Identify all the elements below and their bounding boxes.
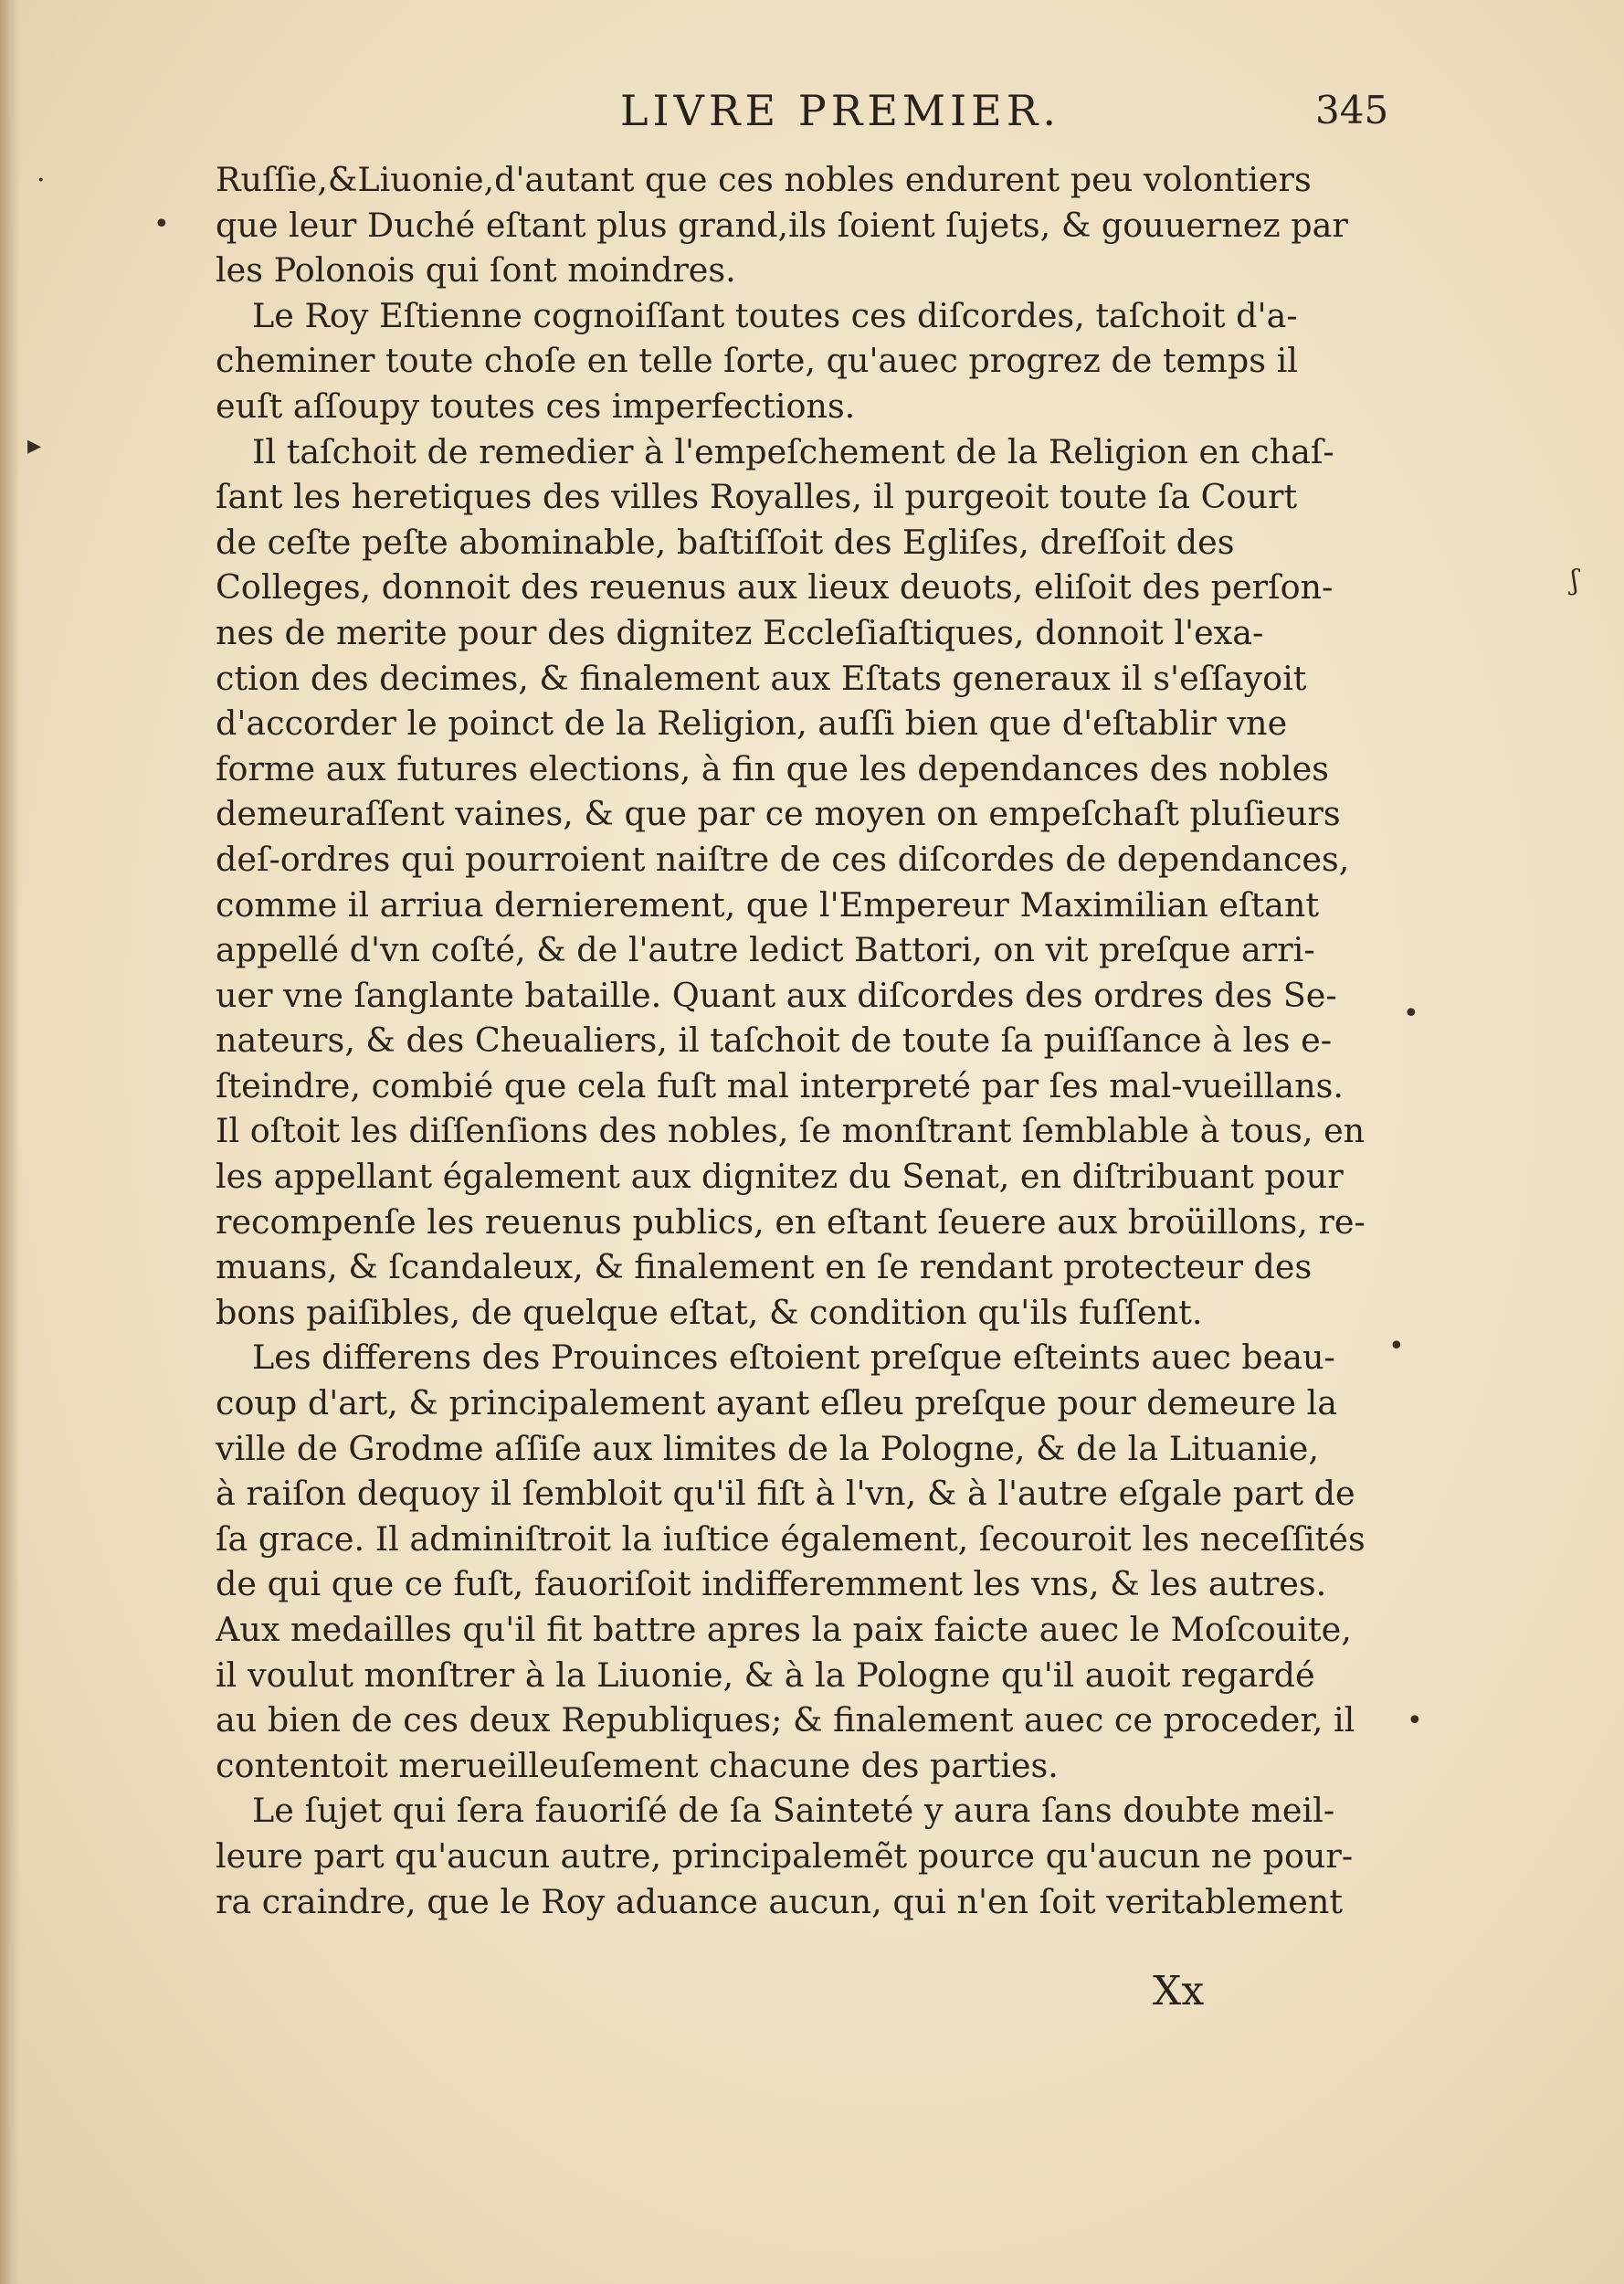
text-line: nateurs, & des Cheualiers, il taſchoit de toute ſa puiſſance à les e- (216, 1020, 1333, 1061)
text-line: que leur Duché eſtant plus grand,ils ſoient ſujets, & gouuernez par (216, 205, 1348, 245)
text-line: contentoit merueilleuſement chacune des parties. (216, 1745, 1059, 1785)
text-line: coup d'art, & principalement ayant eſleu preſque pour demeure la (216, 1383, 1338, 1423)
text-line: bons paiſibles, de quelque eſtat, & condition qu'ils fuſſent. (216, 1292, 1203, 1332)
text-line: Les differens des Prouinces eſtoient preſque eſteints auec beau- (252, 1338, 1335, 1378)
margin-mark: • (1407, 1705, 1423, 1737)
text-line: ſant les heretiques des villes Royalles, il purgeoit toute ſa Court (216, 477, 1298, 517)
signature-mark: Xx (1153, 1968, 1205, 2014)
text-line: nes de merite pour des dignitez Eccleſiaſtiques, donnoit l'exa- (216, 612, 1264, 652)
page-header (0, 79, 1624, 143)
page-number: 345 (1315, 88, 1389, 132)
running-head: LIVRE PREMIER. (619, 86, 1061, 135)
text-line: ville de Grodme aſſiſe aux limites de la Pologne, & de la Lituanie, (216, 1428, 1319, 1468)
text-line: les appellant également aux dignitez du Senat, en diſtribuant pour (216, 1157, 1344, 1197)
text-line: de qui que ce fuſt, fauoriſoit indifferemment les vns, & les autres. (216, 1564, 1327, 1604)
text-line: comme il arriua dernierement, que l'Empereur Maximilian eſtant (216, 884, 1320, 925)
text-line: Colleges, donnoit des reuenus aux lieux deuots, eliſoit des perſon- (216, 567, 1334, 608)
text-line: ſa grace. Il adminiſtroit la iuſtice également, ſecouroit les neceſſités (216, 1518, 1366, 1559)
margin-mark: • (1403, 998, 1419, 1030)
text-line: Le Roy Eſtienne cognoiſſant toutes ces diſcordes, taſchoit d'a- (252, 295, 1298, 335)
text-line: demeuraſſent vaines, & que par ce moyen on empeſchaſt pluſieurs (216, 794, 1341, 834)
text-body (216, 157, 1385, 1924)
text-line: les Polonois qui ſont moindres. (216, 250, 736, 291)
text-line: Ruſſie,&Liuonie,d'autant que ces nobles endurent peu volontiers (216, 160, 1312, 199)
text-line: au bien de ces deux Republiques; & finalement auec ce proceder, il (216, 1700, 1355, 1740)
text-line: d'accorder le poinct de la Religion, auſſi bien que d'eſtablir vne (216, 703, 1288, 744)
binding-gutter (0, 0, 20, 2284)
text-line: muans, & ſcandaleux, & finalement en ſe rendant protecteur des (216, 1247, 1313, 1287)
margin-mark: ʃ (1571, 565, 1579, 597)
text-line: ction des decimes, & finalement aux Eſtats generaux il s'eſſayoit (216, 658, 1307, 698)
text-line: uer vne ſanglante bataille. Quant aux diſcordes des ordres des Se- (216, 975, 1337, 1015)
text-line: recompenſe les reuenus publics, en eſtant ſeuere aux broüillons, re- (216, 1201, 1366, 1242)
text-line: deſ-ordres qui pourroient naiſtre de ces diſcordes de dependances, (216, 839, 1350, 879)
text-line: Aux medailles qu'il fit battre apres la paix faicte auec le Moſcouite, (216, 1610, 1352, 1649)
text-line: leure part qu'aucun autre, principalemẽt pource qu'aucun ne pour- (216, 1835, 1354, 1876)
margin-mark: • (153, 208, 170, 240)
text-line: cheminer toute choſe en telle ſorte, qu'auec progrez de temps il (216, 341, 1298, 381)
margin-mark: ▸ (27, 429, 42, 461)
text-line: ra craindre, que le Roy aduance aucun, qui n'en ſoit veritablement (216, 1881, 1343, 1921)
text-line: à raiſon dequoy il ſembloit qu'il fiſt à l'vn, & à l'autre eſgale part de (216, 1474, 1355, 1514)
text-line: Le ſujet qui ſera fauoriſé de ſa Sainteté y aura ſans doubte meil- (252, 1791, 1335, 1831)
text-line: forme aux futures elections, à fin que les dependances des nobles (216, 748, 1329, 788)
text-line: euſt aſſoupy toutes ces imperfections. (216, 386, 856, 426)
text-line: de ceſte peſte abominable, baſtiſſoit des Egliſes, dreſſoit des (216, 522, 1235, 562)
text-line: Il taſchoit de remedier à l'empeſchement de la Religion en chaſ- (252, 431, 1334, 471)
text-line: ſteindre, combié que cela fuſt mal interpreté par ſes mal-vueillans. (216, 1065, 1344, 1105)
margin-mark: • (1388, 1330, 1405, 1362)
text-line: appellé d'vn coſté, & de l'autre ledict Battori, on vit preſque arri- (216, 930, 1315, 970)
text-line: Il oſtoit les diſſenſions des nobles, ſe monſtrant ſemblable à tous, en (216, 1111, 1366, 1151)
text-line: il voulut monſtrer à la Liuonie, & à la Pologne qu'il auoit regardé (216, 1655, 1315, 1695)
margin-mark: · (37, 164, 46, 196)
